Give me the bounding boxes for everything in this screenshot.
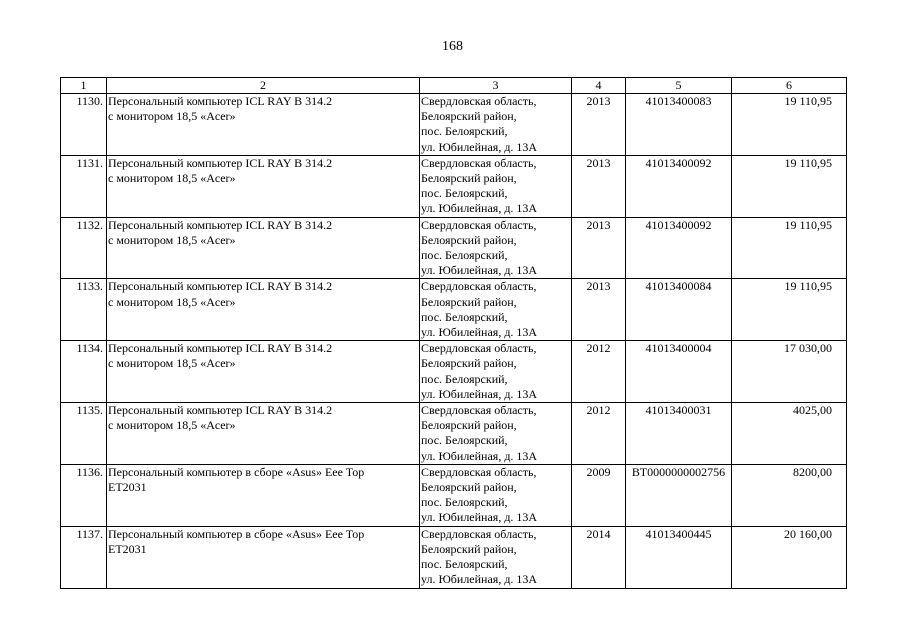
item-year: 2014 — [572, 526, 626, 588]
item-year: 2009 — [572, 464, 626, 526]
item-name-line: с монитором 18,5 «Acer» — [108, 232, 236, 247]
item-cost: 19 110,95 — [732, 279, 847, 341]
item-address-line: Свердловская область, — [421, 94, 537, 108]
item-address — [420, 341, 572, 403]
table-row — [61, 464, 847, 526]
item-address-line: Свердловская область, — [421, 464, 537, 479]
item-inventory-number: 41013400031 — [626, 403, 732, 465]
item-name-line: Персональный компьютер в сборе «Asus» Eee Top — [108, 526, 365, 541]
item-cost: 8200,00 — [732, 464, 847, 526]
item-name — [107, 464, 420, 526]
table-row — [61, 526, 847, 588]
row-number: 1130. — [61, 94, 107, 156]
item-year: 2013 — [572, 217, 626, 279]
item-address-line: ул. Юбилейная, д. 13А — [421, 263, 538, 278]
item-address-line: Белоярский район, — [421, 541, 517, 556]
item-name-line: Персональный компьютер ICL RAY B 314.2 — [108, 94, 333, 108]
item-name-line: Персональный компьютер в сборе «Asus» Eee Top — [108, 464, 365, 479]
item-address-line: пос. Белоярский, — [421, 248, 508, 263]
table-header — [61, 78, 847, 94]
table-row — [61, 155, 847, 217]
item-year: 2012 — [572, 403, 626, 465]
item-address-line: пос. Белоярский, — [421, 433, 508, 448]
item-address — [420, 155, 572, 217]
item-inventory-number: 41013400445 — [626, 526, 732, 588]
item-address — [420, 464, 572, 526]
item-name-line: с монитором 18,5 «Acer» — [108, 109, 236, 124]
item-inventory-number: 41013400083 — [626, 94, 732, 156]
table-row — [61, 94, 847, 156]
item-cost: 19 110,95 — [732, 155, 847, 217]
item-address-line: Белоярский район, — [421, 232, 517, 247]
item-cost: 20 160,00 — [732, 526, 847, 588]
header-row — [61, 78, 847, 94]
item-name-line: ET2031 — [108, 541, 147, 556]
item-address-line: ул. Юбилейная, д. 13А — [421, 448, 538, 463]
item-inventory-number: 41013400084 — [626, 279, 732, 341]
item-address-line: Белоярский район, — [421, 109, 517, 124]
item-address-line: ул. Юбилейная, д. 13А — [421, 572, 538, 587]
item-address-line: Белоярский район, — [421, 171, 517, 186]
item-cost: 4025,00 — [732, 403, 847, 465]
item-name-line: Персональный компьютер ICL RAY B 314.2 — [108, 279, 333, 294]
row-number: 1132. — [61, 217, 107, 279]
item-name-line: Персональный компьютер ICL RAY B 314.2 — [108, 217, 333, 232]
row-number: 1135. — [61, 403, 107, 465]
item-year: 2012 — [572, 341, 626, 403]
row-number: 1133. — [61, 279, 107, 341]
item-address-line: Свердловская область, — [421, 155, 537, 170]
item-name-line: с монитором 18,5 «Acer» — [108, 418, 236, 433]
item-address-line: Свердловская область, — [421, 403, 537, 418]
item-address-line: Белоярский район, — [421, 294, 517, 309]
column-header: 1 — [61, 78, 107, 94]
item-address — [420, 279, 572, 341]
item-cost: 19 110,95 — [732, 217, 847, 279]
item-inventory-number: 41013400092 — [626, 217, 732, 279]
item-address-line: Свердловская область, — [421, 526, 537, 541]
item-address-line: ул. Юбилейная, д. 13А — [421, 325, 538, 340]
item-address-line: Свердловская область, — [421, 341, 537, 356]
item-address-line: пос. Белоярский, — [421, 309, 508, 324]
item-inventory-number: 41013400004 — [626, 341, 732, 403]
item-name — [107, 526, 420, 588]
item-cost: 17 030,00 — [732, 341, 847, 403]
item-name — [107, 94, 420, 156]
item-name-line: Персональный компьютер ICL RAY B 314.2 — [108, 155, 333, 170]
item-name-line: Персональный компьютер ICL RAY B 314.2 — [108, 403, 333, 418]
item-address-line: ул. Юбилейная, д. 13А — [421, 386, 538, 401]
item-name — [107, 155, 420, 217]
item-address — [420, 94, 572, 156]
item-address-line: пос. Белоярский, — [421, 495, 508, 510]
item-cost: 19 110,95 — [732, 94, 847, 156]
item-address — [420, 526, 572, 588]
item-name — [107, 279, 420, 341]
page-number: 168 — [442, 39, 463, 54]
item-address-line: пос. Белоярский, — [421, 124, 508, 139]
row-number: 1131. — [61, 155, 107, 217]
item-address — [420, 217, 572, 279]
item-name-line: ET2031 — [108, 480, 147, 495]
item-name-line: с монитором 18,5 «Acer» — [108, 294, 236, 309]
item-address-line: ул. Юбилейная, д. 13А — [421, 201, 538, 216]
table-row — [61, 217, 847, 279]
item-name-line: с монитором 18,5 «Acer» — [108, 356, 236, 371]
column-header: 6 — [732, 78, 847, 94]
column-header: 5 — [626, 78, 732, 94]
table-row — [61, 279, 847, 341]
item-address-line: Белоярский район, — [421, 418, 517, 433]
inventory-table — [60, 77, 847, 589]
column-header: 3 — [420, 78, 572, 94]
column-header: 4 — [572, 78, 626, 94]
item-year: 2013 — [572, 94, 626, 156]
row-number: 1136. — [61, 464, 107, 526]
column-header: 2 — [107, 78, 420, 94]
item-address-line: пос. Белоярский, — [421, 557, 508, 572]
item-address-line: пос. Белоярский, — [421, 371, 508, 386]
item-address-line: Свердловская область, — [421, 217, 537, 232]
item-name — [107, 341, 420, 403]
item-name-line: с монитором 18,5 «Acer» — [108, 171, 236, 186]
table-row — [61, 341, 847, 403]
item-address-line: ул. Юбилейная, д. 13А — [421, 139, 538, 154]
item-address-line: Белоярский район, — [421, 356, 517, 371]
item-name — [107, 217, 420, 279]
table-row — [61, 403, 847, 465]
item-address — [420, 403, 572, 465]
item-inventory-number: ВТ0000000002756 — [626, 464, 732, 526]
row-number: 1134. — [61, 341, 107, 403]
item-address-line: Белоярский район, — [421, 480, 517, 495]
item-year: 2013 — [572, 279, 626, 341]
table-body — [61, 94, 847, 589]
item-address-line: Свердловская область, — [421, 279, 537, 294]
row-number: 1137. — [61, 526, 107, 588]
item-year: 2013 — [572, 155, 626, 217]
item-address-line: пос. Белоярский, — [421, 186, 508, 201]
item-name — [107, 403, 420, 465]
item-name-line: Персональный компьютер ICL RAY B 314.2 — [108, 341, 333, 356]
item-address-line: ул. Юбилейная, д. 13А — [421, 510, 538, 525]
item-inventory-number: 41013400092 — [626, 155, 732, 217]
